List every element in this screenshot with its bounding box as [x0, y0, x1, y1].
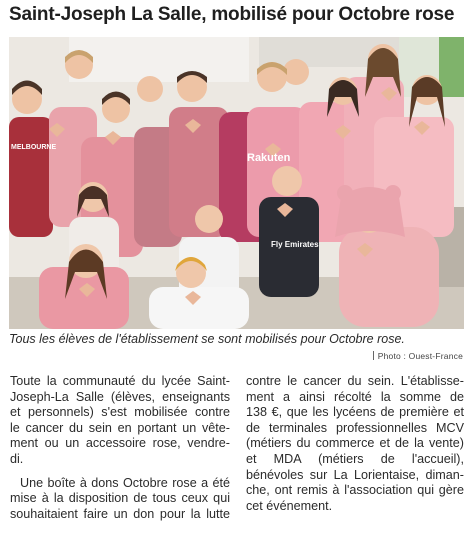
text-line: le cancer du sein en portant un vête- [10, 420, 230, 435]
text-line: che, ont remis à l'association qui gère [246, 483, 464, 498]
text-line: et MDA (métiers de l'accueil), [246, 451, 464, 466]
shirt-text-rakuten: Rakuten [247, 152, 291, 164]
article-column-left [10, 374, 230, 522]
text-line: souhaitaient faire un don pour la lutte [10, 506, 230, 521]
photo-caption: Tous les élèves de l'établissement se sont mobilisés pour Octobre rose. [9, 332, 405, 346]
photo-credit [373, 351, 463, 361]
article-paragraph-3 [246, 374, 464, 514]
shirt-text-emirates: Fly Emirates [271, 240, 319, 249]
credit-separator [373, 351, 374, 360]
article-column-right [246, 374, 464, 514]
photo-credit-text: Photo : Ouest-France [377, 351, 463, 361]
text-line: et personnels) s'est mobilisée contre [10, 405, 230, 420]
text-line: mise à la disposition de tous ceux qui [10, 491, 230, 506]
text-line: cet événement. [246, 498, 333, 513]
article-headline: Saint-Joseph La Salle, mobilisé pour Octobre rose [9, 4, 455, 25]
text-line: bénévoles sur La Lorientaise, diman- [246, 467, 464, 482]
text-line: ment a ainsi récolté la somme de [246, 389, 464, 404]
text-line: contre le cancer du sein. L'établisse- [246, 374, 464, 388]
article-paragraph-1 [10, 374, 230, 468]
text-line: Joseph-La Salle (élèves, enseignants [10, 389, 230, 404]
text-line: di. [10, 451, 24, 466]
shirt-text-melbourne: MELBOURNE [11, 144, 57, 151]
text-line: 138 €, que les lycéens de première et [246, 405, 464, 420]
text-line: Toute la communauté du lycée Saint- [10, 374, 230, 388]
group-photo [9, 37, 464, 329]
text-line: ment ou un accessoire rose, vendre- [10, 436, 230, 451]
text-line: Une boîte à dons Octobre rose a été [20, 475, 230, 490]
article-paragraph-2 [10, 476, 230, 523]
text-line: (métiers du commerce et de la vente) [246, 436, 464, 451]
text-line: de terminales professionnelles MCV [246, 420, 464, 435]
